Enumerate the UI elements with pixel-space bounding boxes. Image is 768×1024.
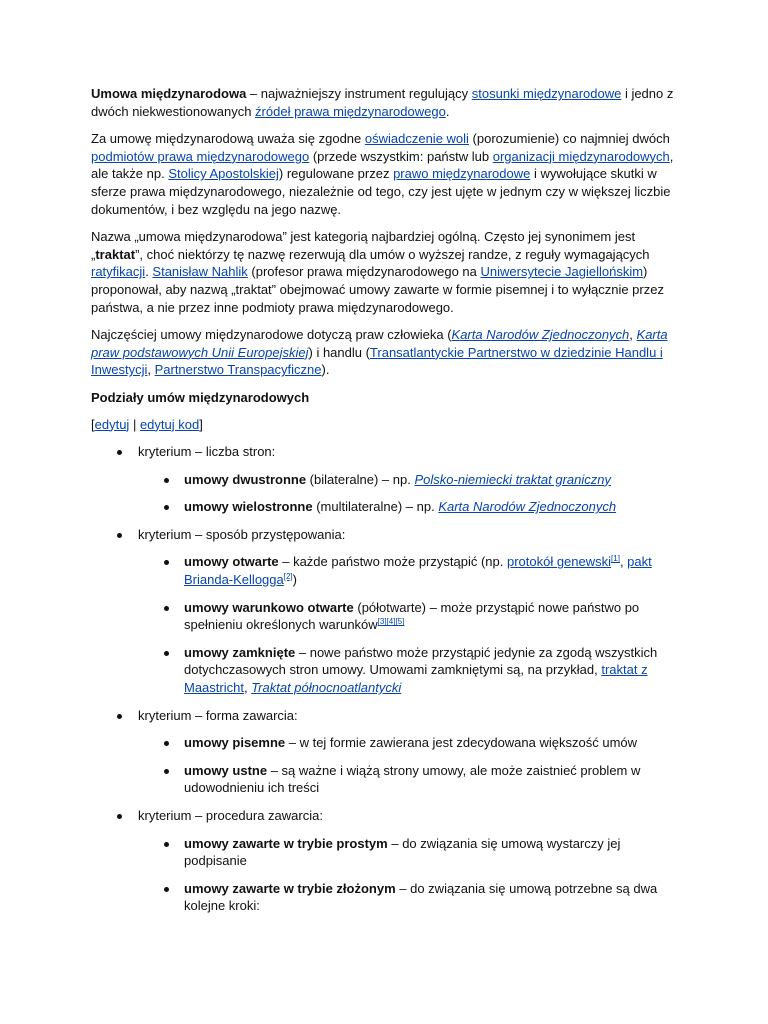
bullet-icon [164, 478, 169, 483]
bullet-icon [164, 769, 169, 774]
article-term: Umowa międzynarodowa [91, 86, 247, 101]
bullet-icon [117, 814, 122, 819]
list-item: umowy warunkowo otwarte (półotwarte) – może przystąpić nowe państwo po spełnieniu określonych warunków[3][4][5] [138, 599, 681, 634]
list-item: umowy zawarte w trybie prostym – do związania się umową wystarczy jej podpisanie [138, 835, 681, 870]
bullet-icon [117, 714, 122, 719]
link-stolica-apostolska[interactable]: Stolicy Apostolskiej [168, 166, 279, 182]
list-item: umowy ustne – są ważne i wiążą strony umowy, ale może zaistnieć problem w udowodnieniu ich treści [138, 762, 681, 797]
list-item: kryterium – sposób przystępowania: umowy otwarte – każde państwo może przystąpić (np. protokół genewski[1], pakt Brianda-Kellogga[2]) umowy warunkowo otwarte (półotwarte) – może przystąpić nowe państwo po spełnieniu określonych warunków[3][4][5] umowy zamknięte – nowe państwo może przystąpić jedynie za zgodą wszystkich dotychczasowych stron umowy. Umowami zamkniętymi są, na przykład, traktat z Maastricht, Traktat północnoatlantycki [91, 526, 681, 697]
article-body [91, 85, 681, 925]
intro-paragraph: Umowa międzynarodowa – najważniejszy instrument regulujący stosunki międzynarodowe i jedno z dwóch niekwestionowanych źródeł prawa międzynarodowego. [91, 86, 674, 119]
criteria-list [91, 443, 681, 915]
link-polsko-niemiecki-traktat[interactable]: Polsko-niemiecki traktat graniczny [414, 471, 611, 487]
link-ratyfikacja[interactable]: ratyfikacji [91, 264, 146, 280]
reference-link[interactable]: [1] [611, 554, 620, 564]
link-partnerstwo-transpacyficzne[interactable]: Partnerstwo Transpacyficzne [154, 362, 322, 378]
bullet-icon [164, 741, 169, 746]
reference-link[interactable]: [2] [283, 572, 293, 582]
link-karta-onz-2[interactable]: Karta Narodów Zjednoczonych [438, 499, 617, 515]
link-stanislaw-nahlik[interactable]: Stanisław Nahlik [152, 264, 248, 280]
list-item: kryterium – liczba stron: umowy dwustronne (bilateralne) – np. Polsko-niemiecki traktat graniczny umowy wielostronne (multilateralne) – np. Karta Narodów Zjednoczonych [91, 443, 681, 516]
bullet-icon [164, 887, 169, 892]
link-stosunki-miedzynarodowe[interactable]: stosunki międzynarodowe [471, 86, 622, 101]
link-pakt-brianda-kellogga[interactable]: pakt Brianda-Kellogga [184, 554, 652, 588]
link-karta-praw-ue[interactable]: Karta praw podstawowych Unii Europejskiej [91, 327, 668, 360]
link-podmioty-prawa[interactable]: podmiotów prawa międzynarodowego [91, 148, 310, 164]
sublist [138, 734, 681, 797]
link-zrodla-prawa[interactable]: źródeł prawa międzynarodowego [255, 103, 446, 119]
list-item: umowy zawarte w trybie złożonym – do związania się umową potrzebne są dwa kolejne kroki: [138, 880, 681, 915]
sublist [138, 553, 681, 696]
reference-link[interactable]: [3][4][5] [377, 617, 405, 627]
link-uniwersytet-jagiellonski[interactable]: Uniwersytecie Jagiellońskim [480, 264, 644, 280]
bullet-icon [164, 842, 169, 847]
edit-source-link[interactable]: edytuj kod [139, 416, 200, 432]
bullet-icon [164, 505, 169, 510]
bullet-icon [164, 651, 169, 656]
link-ttip[interactable]: Transatlantyckie Partnerstwo w dziedzinie Handlu i Inwestycji [91, 344, 663, 378]
list-item: umowy wielostronne (multilateralne) – np. Karta Narodów Zjednoczonych [138, 498, 681, 516]
topics-paragraph: Najczęściej umowy międzynarodowe dotyczą praw człowieka (Karta Narodów Zjednoczonych, Karta praw podstawowych Unii Europejskiej) i handlu (Transatlantyckie Partnerstwo w dziedzinie Handlu i Inwestycji, Partnerstwo Transpacyficzne). [91, 327, 668, 378]
link-traktat-polnocnoatlantycki[interactable]: Traktat północnoatlantycki [251, 680, 402, 696]
link-organizacje-miedzynarodowe[interactable]: organizacji międzynarodowych [492, 148, 670, 164]
bullet-icon [164, 560, 169, 565]
section-edit-links: [edytuj | edytuj kod] [91, 416, 203, 432]
link-protokol-genewski[interactable]: protokół genewski [506, 554, 612, 570]
sublist [138, 835, 681, 915]
bullet-icon [164, 606, 169, 611]
link-oswiadczenie-woli[interactable]: oświadczenie woli [364, 131, 469, 147]
sublist [138, 471, 681, 516]
list-item: umowy otwarte – każde państwo może przystąpić (np. protokół genewski[1], pakt Brianda-Kellogga[2]) [138, 553, 681, 588]
link-prawo-miedzynarodowe[interactable]: prawo międzynarodowe [393, 166, 531, 182]
section-heading: Podziały umów międzynarodowych [91, 389, 310, 405]
list-item: umowy pisemne – w tej formie zawierana jest zdecydowana większość umów [138, 734, 681, 752]
bullet-icon [117, 450, 122, 455]
list-item: umowy dwustronne (bilateralne) – np. Polsko-niemiecki traktat graniczny [138, 471, 681, 489]
naming-paragraph: Nazwa „umowa międzynarodowa” jest kategorią najbardziej ogólną. Często jej synonimem jest „traktat”, choć niektórzy tę nazwę rezerwują dla umów o wyższej randze, z reguły wymagających ratyfikacji. Stanisław Nahlik (profesor prawa międzynarodowego na Uniwersytecie Jagiellońskim) proponował, aby nazwą „traktat” obejmować umowy zawarte w formie pisemnej i to wyłącznie przez państwa, a nie przez inne podmioty prawa międzynarodowego. [91, 229, 664, 315]
link-traktat-z-maastricht[interactable]: traktat z Maastricht [184, 662, 648, 696]
bullet-icon [117, 533, 122, 538]
list-item: kryterium – procedura zawarcia: umowy zawarte w trybie prostym – do związania się umową wystarczy jej podpisanie umowy zawarte w trybie złożonym – do związania się umową potrzebne są dwa kolejne kroki: [91, 807, 681, 915]
link-karta-onz[interactable]: Karta Narodów Zjednoczonych [451, 327, 630, 343]
list-item: kryterium – forma zawarcia: umowy pisemne – w tej formie zawierana jest zdecydowana większość umów umowy ustne – są ważne i wiążą strony umowy, ale może zaistnieć problem w udowodnieniu ich treści [91, 707, 681, 797]
list-item: umowy zamknięte – nowe państwo może przystąpić jedynie za zgodą wszystkich dotychczasowych stron umowy. Umowami zamkniętymi są, na przykład, traktat z Maastricht, Traktat północnoatlantycki [138, 644, 681, 697]
definition-paragraph: Za umowę międzynarodową uważa się zgodne oświadczenie woli (porozumienie) co najmniej dwóch podmiotów prawa międzynarodowego (przede wszystkim: państw lub organizacji międzynarodowych, ale także np. Stolicy Apostolskiej) regulowane przez prawo międzynarodowe i wywołujące skutki w sferze prawa międzynarodowego, niezależnie od tego, czy jest ujęte w jednym czy w większej liczbie dokumentów, i bez względu na jego nazwę. [91, 131, 674, 217]
edit-link[interactable]: edytuj [94, 416, 130, 432]
